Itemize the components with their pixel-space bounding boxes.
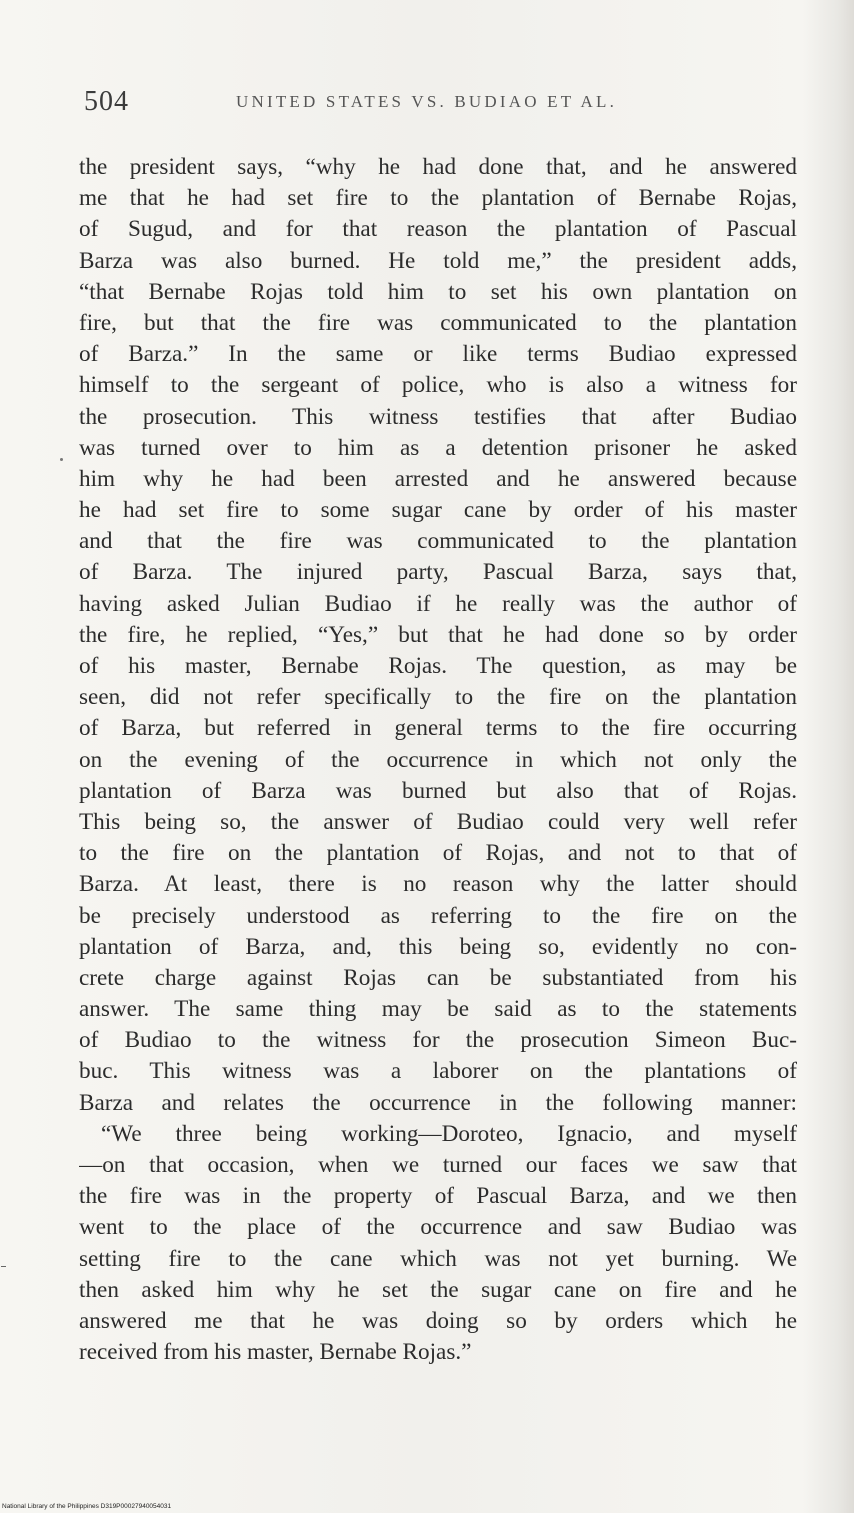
text-line: “that Bernabe Rojas told him to set his own plantation on xyxy=(79,278,797,305)
text-line: Barza was also burned. He told me,” the president adds, xyxy=(79,247,797,274)
quote-line: the fire was in the property of Pascual Barza, and we then xyxy=(79,1183,797,1210)
text-line: of Barza. The injured party, Pascual Barza, says that, xyxy=(79,559,797,586)
margin-tick xyxy=(1,1266,6,1267)
text-line: of Barza.” In the same or like terms Budiao expressed xyxy=(79,341,797,368)
text-line: to the fire on the plantation of Rojas, and not to that of xyxy=(79,840,797,867)
quote-line: setting fire to the cane which was not yet burning. We xyxy=(79,1245,797,1272)
quote-line: then asked him why he set the sugar cane on fire and he xyxy=(79,1276,797,1303)
text-line: Barza and relates the occurrence in the following manner: xyxy=(79,1089,797,1116)
text-line: plantation of Barza, and, this being so, evidently no con- xyxy=(79,933,797,960)
text-line: answer. The same thing may be said as to the statements xyxy=(79,996,797,1023)
text-line: him why he had been arrested and he answered because xyxy=(79,465,797,492)
quote-line: —on that occasion, when we turned our faces we saw that xyxy=(79,1152,797,1178)
quote-line: “We three being working—Doroteo, Ignacio, and myself xyxy=(101,1120,797,1147)
text-line: the fire, he replied, “Yes,” but that he had done so by order xyxy=(79,621,797,648)
text-line: on the evening of the occurrence in which not only the xyxy=(79,746,797,773)
page-number: 504 xyxy=(84,86,129,117)
text-line: of Sugud, and for that reason the plantation of Pascual xyxy=(79,216,797,243)
text-line: of Barza, but referred in general terms to the fire occurring xyxy=(79,715,797,742)
quote-line: went to the place of the occurrence and saw Budiao was xyxy=(79,1214,797,1241)
running-head: UNITED STATES VS. BUDIAO ET AL. xyxy=(236,92,618,111)
text-line: the president says, “why he had done that, and he answered xyxy=(79,154,797,180)
text-line: himself to the sergeant of police, who is also a witness for xyxy=(79,372,797,399)
text-line: having asked Julian Budiao if he really was the author of xyxy=(79,590,797,617)
text-line: buc. This witness was a laborer on the plantations of xyxy=(79,1058,797,1085)
text-line: and that the fire was communicated to the plantation xyxy=(79,528,797,555)
text-line: seen, did not refer specifically to the fire on the plantation xyxy=(79,684,797,711)
text-line: plantation of Barza was burned but also that of Rojas. xyxy=(79,777,797,804)
text-line: of his master, Bernabe Rojas. The question, as may be xyxy=(79,653,797,679)
text-line: he had set fire to some sugar cane by order of his master xyxy=(79,497,797,524)
quote-line: received from his master, Bernabe Rojas.” xyxy=(79,1339,472,1366)
quote-line: answered me that he was doing so by orders which he xyxy=(79,1307,797,1334)
text-line: of Budiao to the witness for the prosecution Simeon Buc- xyxy=(79,1027,797,1054)
margin-speck xyxy=(60,458,63,461)
text-line: me that he had set fire to the plantation of Bernabe Rojas, xyxy=(79,185,797,212)
text-line: the prosecution. This witness testifies that after Budiao xyxy=(79,403,797,430)
body-text xyxy=(79,152,797,1368)
text-line: be precisely understood as referring to the fire on the xyxy=(79,902,797,929)
scan-credit: National Library of the Philippines D319P00027940054031 xyxy=(2,1503,172,1510)
text-line: crete charge against Rojas can be substantiated from his xyxy=(79,964,797,991)
text-line: fire, but that the fire was communicated to the plantation xyxy=(79,309,797,336)
text-line: Barza. At least, there is no reason why the latter should xyxy=(79,871,797,898)
page-header xyxy=(84,82,804,122)
text-line: This being so, the answer of Budiao could very well refer xyxy=(79,808,797,835)
text-line: was turned over to him as a detention prisoner he asked xyxy=(79,434,797,461)
